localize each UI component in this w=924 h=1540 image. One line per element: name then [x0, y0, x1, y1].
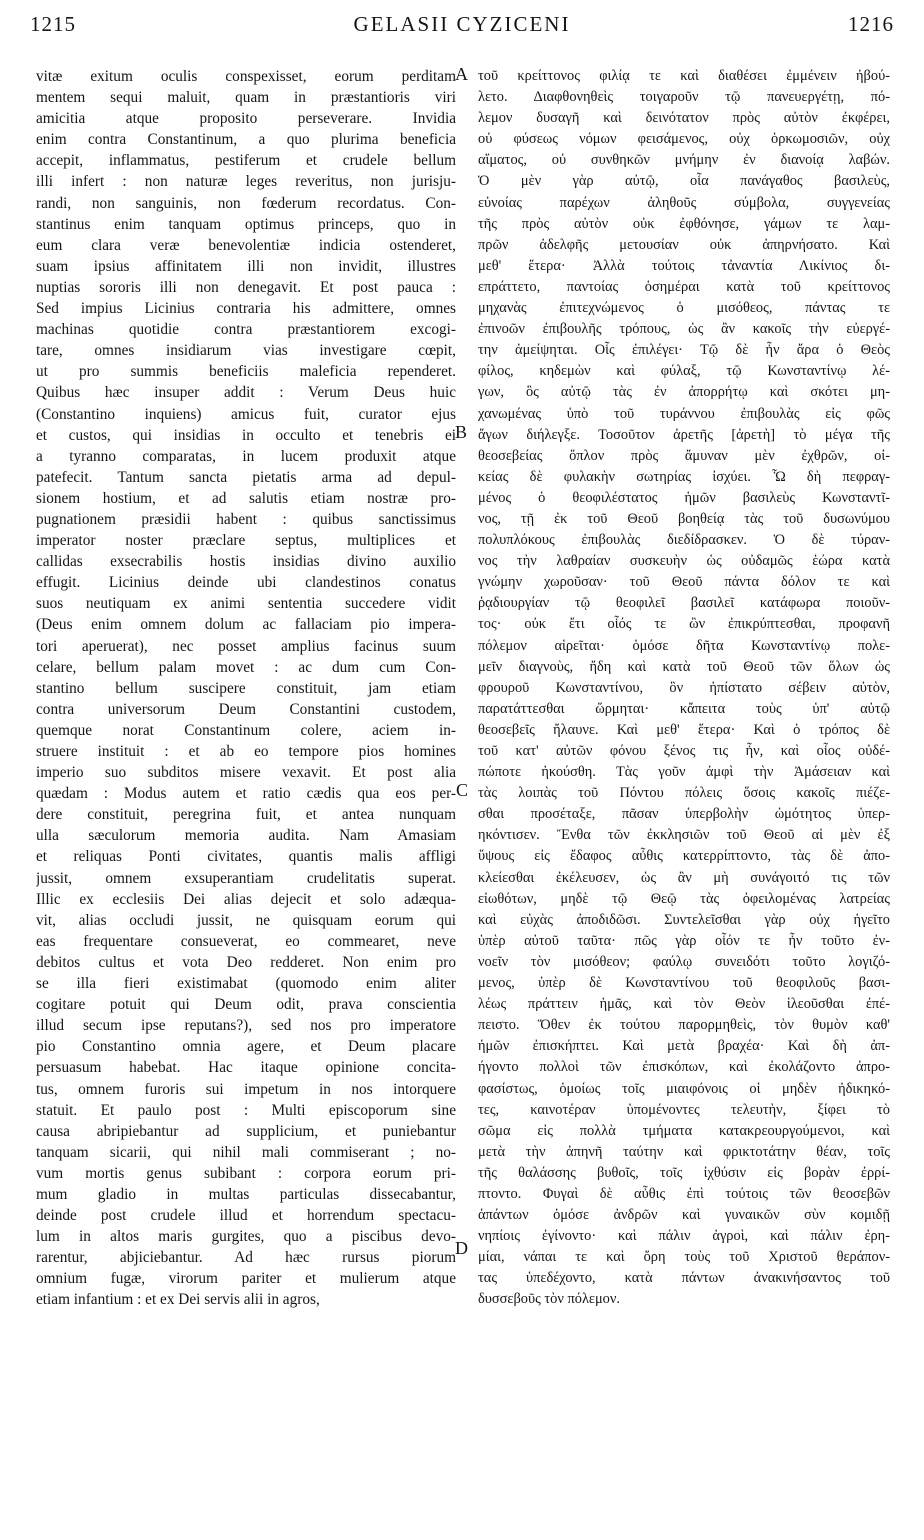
latin-text-line: debitos cultus et vota Deo redderet. Non enim pro [36, 953, 456, 971]
latin-text-line: a tyranno comparatas, in lucem produxit atque [36, 447, 456, 465]
latin-text-line: cogitare potuit qui Deum odit, prava conscientia [36, 996, 456, 1014]
latin-text-line: illi infert : non naturæ leges reveritus, non jurisju- [36, 173, 456, 191]
latin-text-line: (Constantino inquiens) amicus fuit, curator ejus [36, 405, 456, 423]
margin-letter-d: D [455, 1238, 468, 1258]
greek-text-line: ἡμῶν ἐπισκήπτει. Καὶ μετὰ βραχέα· Καὶ δὴ ἀπ- [478, 1038, 890, 1055]
page-number-right: 1216 [848, 12, 894, 36]
latin-text-line: et reliquas Ponti civitates, quantis malis affligi [36, 848, 456, 866]
greek-text-line: νοεῖν τὸν μισόθεον; φαύλῳ συνειδότι τοῦτο λογιζό- [478, 953, 890, 970]
latin-text-line: deinde post crudele illud et horrendum spectacu- [36, 1207, 456, 1225]
latin-text-line: ulla sæculorum memoria audita. Nam Amasiam [36, 827, 456, 845]
latin-text-line: tori aperuerat), nec posset amplius facinus suum [36, 637, 456, 655]
greek-text-line: οὐ φύσεως νόμων φεισάμενος, οὐχ ὁρκωμοσιῶν, οὐχ [478, 131, 890, 148]
latin-text-line: amicitia atque proposito perseverare. Invidia [36, 110, 456, 128]
greek-text-line: τοῦ κρείττονος φιλίᾳ τε καὶ διαθέσει ἐμμένειν ἠβού- [478, 68, 890, 84]
greek-text-line: πολυπλόκους ἐπιβουλὰς διεδίδρασκεν. Ὁ δὲ τύραν- [478, 532, 890, 549]
greek-text-line: καὶ εὐχὰς ἀποδιδῶσι. Συντελεῖσθαι γὰρ οὐχ ἡγεῖτο [478, 911, 890, 928]
latin-text-line: accepit, inflammatus, pestiferum et crudele bellum [36, 152, 456, 170]
latin-text-line: sionem hostium, et ad salutis etiam nostræ pro- [36, 489, 456, 507]
latin-text-line: suam ipsius affinitatem illi non invidit, illustres [36, 257, 456, 275]
greek-text-line: μίαι, νάπαι τε καὶ ὄρη τοὺς τοῦ Χριστοῦ θεράπον- [478, 1249, 890, 1266]
latin-text-line: jussit, omnem exsuperantiam crudelitatis superat. [36, 869, 456, 887]
greek-text-line: θεοσεβείας ὅπλον πρὸς ἄμυναν μὲν ἐχθρῶν, οἰ- [478, 447, 890, 464]
greek-text-line: χανωμένας ὑπὸ τοῦ τυράννου ἐπιβουλὰς εἰς φῶς [478, 405, 890, 422]
latin-text-line: omnium fugæ, virorum pariter et mulierum atque [36, 1270, 456, 1288]
running-title: GELASII CYZICENI [353, 12, 571, 36]
latin-text-line: machinas quotidie contra præstantiorem excogi- [36, 321, 456, 339]
latin-text-line: pio Constantino omnia agere, et Deum placare [36, 1038, 456, 1056]
latin-text-line: vit, alias occludi jussit, ne quisquam eorum qui [36, 911, 456, 929]
latin-text-line: struere instituit : et ab eo tempore pios homines [36, 743, 456, 760]
greek-text-line: ὑπὲρ αὐτοῦ ταῦτα· πῶς γὰρ οἷόν τε ἦν τοῦτο ἐν- [478, 932, 890, 949]
latin-text-line: eum clara veræ benevolentiæ indicia ostenderet, [36, 236, 456, 254]
greek-text-line: γων, ὃς αὐτῷ τὰς ἐν ἀπορρήτῳ καὶ σκότει μη- [478, 384, 890, 401]
greek-text-line: σθαι προσέταξε, πᾶσαν ὑπερβολὴν ὠμότητος ὑπερ- [478, 806, 890, 823]
greek-text-line: μεθ' ἕτερα· Ἀλλὰ τούτοις τἀναντία Λικίνιος δι- [478, 257, 890, 274]
greek-text-line: λετο. Διαφθονηθεὶς τοιγαροῦν τῷ πανευεργέτῃ, πό- [478, 89, 890, 106]
margin-letter-b: B [455, 422, 468, 442]
latin-text-line: vitæ exitum oculis conspexisset, eorum perditam [36, 68, 456, 85]
margin-letter-a: A [455, 64, 468, 84]
latin-text-line: enim contra Constantinum, a quo plurima beneficia [36, 131, 456, 149]
latin-text-line: illud secum ipse reputans?), sed nos pro imperatore [36, 1017, 456, 1035]
latin-text-line: tus, omnem furoris sui impetum in nos intorquere [36, 1080, 456, 1098]
greek-text-line: πτοντο. Φυγαὶ δὲ αὖθις ἐπὶ τούτοις τῶν θεοσεβῶν [478, 1185, 890, 1202]
latin-text-line: rarentur, abjiciebantur. Ad hæc rursus piorum [36, 1249, 456, 1267]
latin-text-line: nuptias sororis illi non denegavit. Et post pauca : [36, 278, 456, 296]
latin-text-line: pugnationem præsidii habent : quibus sanctissimus [36, 510, 456, 528]
latin-text-line: lum in altos maris gurgites, quo a piscibus devo- [36, 1228, 456, 1246]
latin-text-line: persuasum habebat. Hac itaque opinione concita- [36, 1059, 456, 1077]
greek-text-line: κλείεσθαι ἐκέλευσεν, ὡς ἂν μὴ συνάγοιτό τις τῶν [478, 869, 890, 886]
greek-text-line: λέως πράττειν ἡμᾶς, καὶ τὸν Θεὸν ἱλεοῦσθαι ἐπέ- [478, 996, 890, 1013]
latin-text-line: ut pro summis beneficiis maleficia rependeret. [36, 363, 456, 381]
latin-text-line: statuit. Et paulo post : Multi episcoporum sine [36, 1101, 456, 1119]
greek-text-line: φασίστως, ὁμοίως τοῖς μιαιφόνοις οἱ μηδὲν ἠδικηκό- [478, 1080, 890, 1097]
greek-text-line: φίλος, κηδεμὼν καὶ φύλαξ, τῷ Κωνσταντίνῳ λέ- [478, 363, 890, 380]
greek-text-line: μεῖν διαγνοὺς, ἤδη καὶ κατὰ τοῦ Θεοῦ τῶν ὅλων ὡς [478, 658, 890, 675]
greek-text-line: τῆς πρὸς αὐτὸν οὐκ ἐφθόνησε, γάμων τε λαμ- [478, 215, 890, 232]
greek-text-line: ἁπάντων ὁμόσε ἀνδρῶν καὶ γυναικῶν σὺν κομιδῇ [478, 1207, 890, 1224]
greek-text-line: φρουροῦ Κωνσταντίνου, ὃν ἠπίστατο σέβειν αὐτὸν, [478, 679, 890, 696]
latin-column [36, 66, 456, 1311]
greek-text-line: νηπίοις ἐγίνοντο· καὶ πάλιν ἀγροὶ, καὶ πάλιν ἐρη- [478, 1228, 890, 1245]
latin-text-line: eas frequentare consueverat, eo commearet, neve [36, 932, 456, 950]
latin-text-line: se illa fieri existimabat (quomodo enim aliter [36, 975, 456, 993]
latin-text-line: dere constituit, peregrina fuit, et antea nunquam [36, 806, 456, 824]
running-header [30, 8, 894, 48]
latin-text-line: mum gladio in multas particulas dissecabantur, [36, 1185, 456, 1203]
greek-text-line: τοῦ κατ' αὐτῶν φόνου ξένος τις ἦν, καὶ οἷος οὐδέ- [478, 743, 890, 759]
latin-text-line: callidas exsecrabilis hostis insidias divino auxilio [36, 553, 456, 571]
greek-text-line: αἵματος, οὐ συνθηκῶν μνήμην ἐν διανοίᾳ λαβών. [478, 152, 890, 169]
latin-text-line: tanquam sicarii, qui nihil mali commiserant ; no- [36, 1143, 456, 1161]
page-number-left: 1215 [30, 12, 76, 36]
latin-text-line: et custos, qui insidias in occulto et tenebris ei [36, 426, 456, 444]
latin-text-line: randi, non sanguinis, non fœderum recordatus. Con- [36, 194, 456, 212]
latin-text-line: mentem sequi maluit, quam in præstantioris viri [36, 89, 456, 107]
greek-text-line: πώποτε ἠκούσθη. Τὰς γοῦν ἀμφὶ τὴν Ἀμάσειαν καὶ [478, 764, 890, 781]
greek-text-line: Ὁ μὲν γὰρ αὐτῷ, οἷα πανάγαθος βασιλεὺς, [478, 173, 890, 190]
latin-text-line: tare, omnes insidiarum vias investigare cœpit, [36, 342, 456, 360]
latin-text-line: causa abripiebantur ad supplicium, et puniebantur [36, 1122, 456, 1140]
latin-text-line: patefecit. Tantum sancta pietatis arma ad depul- [36, 468, 456, 486]
greek-text-line: θεοσεβεῖς ἤλαυνε. Καὶ μεθ' ἕτερα· Καὶ ὁ τρόπος δὲ [478, 721, 890, 738]
latin-text-line: quemque norat Constantinum colere, aciem in- [36, 721, 456, 739]
latin-text-line: stantinus enim tanquam optimus princeps, quo in [36, 215, 456, 233]
latin-text-line: suos neutiquam ex animi sententia succedere vidit [36, 595, 456, 613]
latin-text-line: Quibus hæc insuper addit : Verum Deus huic [36, 384, 456, 402]
greek-text-line: τῆς θαλάσσης βυθοῖς, τοῖς ἰχθύσιν εἰς βορὰν ἐρρί- [478, 1164, 890, 1181]
latin-text-line: stantino bellum suscipere constituit, jam etiam [36, 679, 456, 697]
greek-text-line: παρατάττεσθαι ὥρμηται· κἄπειτα τοὺς ὑπ' αὐτῷ [478, 700, 890, 717]
greek-text-line: τὰς λοιπὰς τοῦ Πόντου πόλεις ὅσοις κακοῖς πιέζε- [478, 785, 890, 802]
latin-text-line: vum mortis genus subibant : corpora eorum pri- [36, 1164, 456, 1182]
greek-text-line: κείας δὲ φυλακὴν σωτηρίας ἰσχύει. Ὧ δὴ πεφραγ- [478, 468, 890, 485]
greek-text-line: ἐπινοῶν ἐπιβουλῆς τρόπους, ὡς ἂν κακοῖς τὴν εὐεργέ- [478, 321, 890, 338]
greek-text-line: δυσσεβοῦς τὸν πόλεμον. [478, 1291, 620, 1308]
greek-text-line: σῶμα εἰς πολλὰ τμήματα κατακρεουργούμενοι, καὶ [478, 1122, 890, 1139]
greek-text-line: πρῶν ἀδελφῆς μετουσίαν οὐκ ἀπηρνήσατο. Καὶ [478, 236, 890, 253]
greek-text-line: γνώμην χωροῦσαν· τοῦ Θεοῦ πάντα δόλον τε καὶ [478, 574, 890, 591]
latin-text-line: (Deus enim omnem dolum ac fallaciam pio impera- [36, 616, 456, 634]
greek-text-line: εὐνοίας παρέχων ἀληθοῦς σύμβολα, συγγενείας [478, 194, 890, 211]
greek-column [478, 66, 890, 1311]
latin-text-line: effugit. Licinius deinde ubi clandestinos conatus [36, 574, 456, 592]
greek-text-line: ηκόντισεν. Ἔνθα τῶν ἐκκλησιῶν τοῦ Θεοῦ αἱ μὲν ἐξ [478, 827, 890, 844]
latin-text-line: quædam : Modus autem et ratio cædis qua eos per- [36, 785, 456, 803]
greek-text-line: νος τὴν λαθραίαν συσκευὴν ὡς οὐδαμῶς ἑώρα κατὰ [478, 553, 890, 570]
greek-text-line: τες, καινοτέραν ὑπομένοντες τελευτὴν, ξίφει τὸ [478, 1101, 890, 1118]
latin-text-line: imperator noster præclare septus, multiplices et [36, 532, 456, 550]
margin-letter-c: C [456, 780, 469, 800]
greek-text-line: τας ὑπεδέχοντο, κατὰ πάντων ἀνακινήσαντος τοῦ [478, 1270, 890, 1287]
greek-text-line: νος, τῇ ἐκ τοῦ Θεοῦ βοηθείᾳ τὰς τοῦ δυσωνύμου [478, 510, 890, 527]
greek-text-line: μένος ὁ θεοφιλέστατος ἡμῶν βασιλεὺς Κωνσταντῖ- [478, 489, 890, 506]
greek-text-line: ὕψους εἰς ἔδαφος αὖθις κατερρίπτοντο, τὰς δὲ ἀπο- [478, 848, 890, 865]
latin-text-line: etiam infantium : et ex Dei servis alii in agros, [36, 1291, 320, 1309]
latin-text-line: celare, bellum palam movet : ac dum cum Con- [36, 658, 456, 676]
greek-text-line: λεμον δυσαγῆ καὶ δεινότατον πρὸς αὐτὸν ἐκφέρει, [478, 110, 890, 127]
latin-text-line: Illic ex ecclesiis Dei alias dejecit et solo adæqua- [36, 890, 456, 908]
greek-text-line: ῥᾳδιουργίαν τῷ θεοφιλεῖ βασιλεῖ κατάφωρα ποιοῦν- [478, 595, 890, 612]
greek-text-line: ήγοντο πολλοὶ τῶν ἐπισκόπων, καὶ ἐκολάζοντο ἀπρο- [478, 1059, 890, 1076]
latin-text-line: Sed impius Licinius contraria his admittere, omnes [36, 300, 456, 318]
greek-text-line: μετὰ τὴν ἀπηνῆ ταύτην καὶ φρικτοτάτην θέαν, τοῖς [478, 1143, 890, 1160]
greek-text-line: πειστο. Ὅθεν ἐκ τούτου παρορμηθεὶς, τὸν θυμὸν καθ' [478, 1017, 890, 1034]
latin-text-line: imperio suo subditos misere vexavit. Et post alia [36, 764, 456, 782]
greek-text-line: μηχανὰς ἐπιτεχνώμενος ὁ μισόθεος, πάντας τε [478, 300, 890, 317]
greek-text-line: εἰωθότων, μηδὲ τῷ Θεῷ τὰς ὀφειλομένας λατρείας [478, 890, 890, 907]
greek-text-line: μενος, ὑπὲρ δὲ Κωνσταντίνου τοῦ θεοφιλοῦς βασι- [478, 975, 890, 992]
latin-text-line: contra universorum Deum Constantini custodem, [36, 700, 456, 718]
greek-text-line: την ἀμείψηται. Οἷς ἐπιλέγει· Τῷ δὲ ἦν ἄρα ὁ Θεὸς [478, 342, 890, 359]
greek-text-line: επράττετο, παντοίας ὁσημέραι κατὰ τοῦ κρείττονος [478, 278, 890, 295]
greek-text-line: τος· οὐκ ἔτι οἷός τε ὢν ἐπικρύπτεσθαι, προφανῆ [478, 616, 890, 633]
greek-text-line: ἄγων διήλεγξε. Τοσοῦτον ἀρετῆς [ἀρετὴ] τὸ μέγα τῆς [478, 426, 890, 443]
greek-text-line: πόλεμον αἱρεῖται· ὁμόσε δῆτα Κωνσταντίνῳ πολε- [478, 637, 890, 654]
